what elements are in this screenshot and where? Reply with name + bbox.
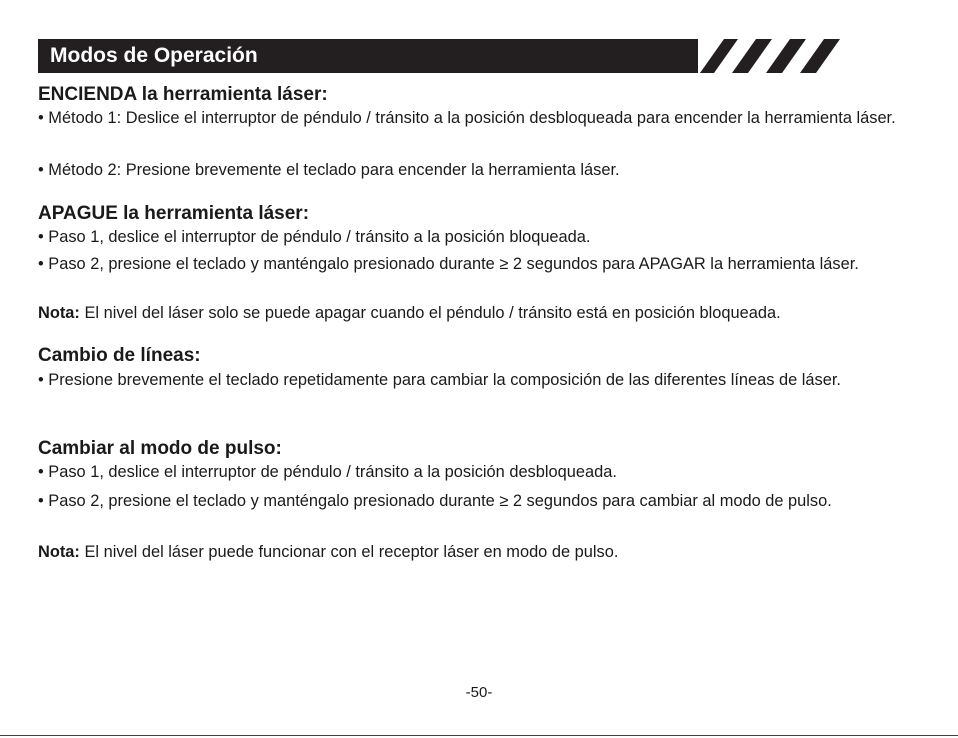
pulse-step-1: • Paso 1, deslice el interruptor de péndulo / tránsito a la posición desbloqueada. xyxy=(38,463,617,481)
section-title: Modos de Operación xyxy=(50,44,258,67)
note-text: El nivel del láser solo se puede apagar cuando el péndulo / tránsito está en posición bloqueada. xyxy=(79,304,781,322)
change-lines-instruction: • Presione brevemente el teclado repetidamente para cambiar la composición de las diferentes líneas de láser. xyxy=(38,371,841,389)
note-text: El nivel del láser puede funcionar con el receptor láser en modo de pulso. xyxy=(79,543,619,561)
note-label: Nota: xyxy=(38,304,80,322)
pulse-step-2: • Paso 2, presione el teclado y manténgalo presionado durante ≥ 2 segundos para cambiar al modo de pulso. xyxy=(38,492,832,510)
turn-off-step-2: • Paso 2, presione el teclado y manténgalo presionado durante ≥ 2 segundos para APAGAR la herramienta láser. xyxy=(38,255,859,273)
page-number: -50- xyxy=(465,684,493,701)
turn-on-method-2: • Método 2: Presione brevemente el teclado para encender la herramienta láser. xyxy=(38,161,620,179)
turn-off-step-1: • Paso 1, deslice el interruptor de péndulo / tránsito a la posición bloqueada. xyxy=(38,228,591,246)
section-header-bar xyxy=(38,39,698,73)
heading-change-lines: Cambio de líneas: xyxy=(38,345,201,366)
note-label: Nota: xyxy=(38,543,80,561)
bottom-divider xyxy=(0,735,958,736)
header-stripes-decoration xyxy=(680,39,840,73)
heading-pulse-mode: Cambiar al modo de pulso: xyxy=(38,438,282,459)
turn-on-method-1: • Método 1: Deslice el interruptor de péndulo / tránsito a la posición desbloqueada para encender la herramienta láser. xyxy=(38,109,896,127)
heading-turn-on: ENCIENDA la herramienta láser: xyxy=(38,84,328,105)
turn-off-note xyxy=(38,303,928,324)
heading-turn-off: APAGUE la herramienta láser: xyxy=(38,203,310,224)
pulse-note xyxy=(38,542,928,563)
